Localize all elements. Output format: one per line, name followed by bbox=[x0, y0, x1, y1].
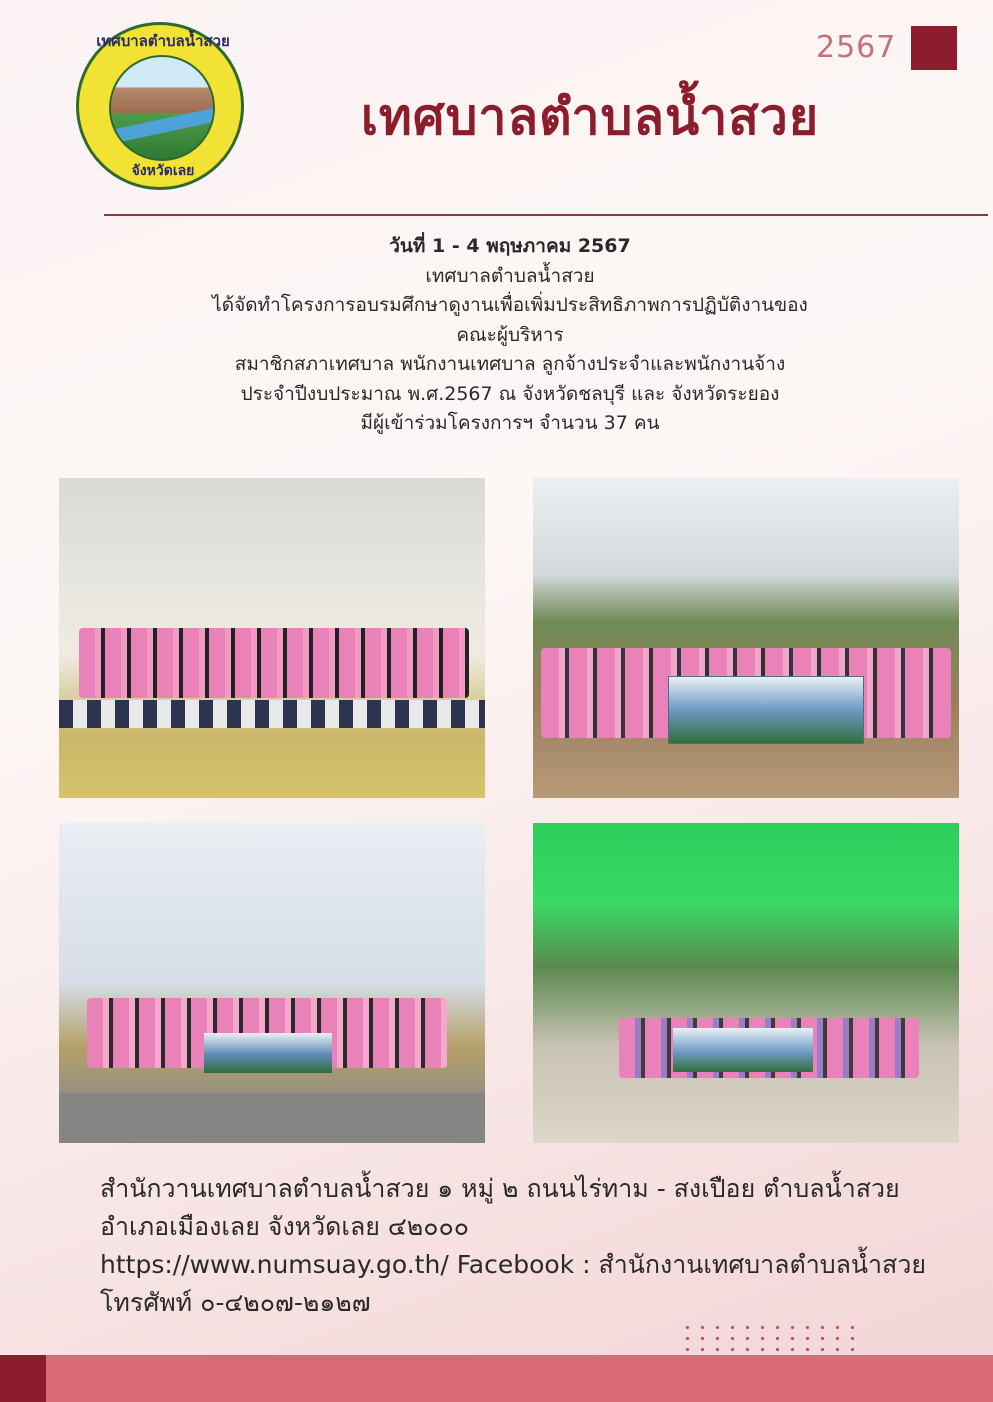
header-divider bbox=[104, 214, 988, 216]
contact-footer bbox=[100, 1170, 960, 1322]
intro-line: ประจำปีงบประมาณ พ.ศ.2567 ณ จังหวัดชลบุรี และ จังหวัดระยอง bbox=[240, 382, 780, 405]
intro-line: เทศบาลตำบลน้ำสวย bbox=[425, 264, 595, 287]
page-title: เทศบาลตำบลน้ำสวย bbox=[360, 87, 820, 146]
bottom-accent-bar bbox=[46, 1355, 993, 1402]
intro-line: คณะผู้บริหาร bbox=[456, 323, 564, 346]
footer-address-line: อำเภอเมืองเลย จังหวัดเลย ๔๒๐๐๐ bbox=[100, 1212, 470, 1241]
event-date: วันที่ 1 - 4 พฤษภาคม 2567 bbox=[389, 235, 631, 257]
year-accent-block bbox=[911, 26, 957, 70]
photo-crowd bbox=[79, 628, 469, 698]
municipality-seal-logo bbox=[76, 22, 244, 190]
footer-phone-line: โทรศัพท์ ๐-๔๒๐๗-๒๑๒๗ bbox=[100, 1288, 371, 1317]
intro-line: มีผู้เข้าร่วมโครงการฯ จำนวน 37 คน bbox=[360, 412, 660, 434]
seal-top-text: เทศบาลตำบลน้ำสวย bbox=[96, 32, 230, 50]
footer-web-line: https://www.numsuay.go.th/ Facebook : สำนักงานเทศบาลตำบลน้ำสวย bbox=[100, 1250, 927, 1279]
photo-indoor-group bbox=[59, 478, 485, 798]
photo-banner bbox=[673, 1028, 813, 1072]
seal-landscape-image bbox=[109, 55, 215, 161]
photo-greenhouse-group bbox=[533, 823, 959, 1143]
photo-banner bbox=[668, 676, 864, 744]
photo-banner bbox=[204, 1033, 332, 1073]
photo-floor bbox=[59, 700, 485, 728]
photo-pavilion-group bbox=[533, 478, 959, 798]
bottom-accent-block bbox=[0, 1355, 46, 1402]
year-label: 2567 bbox=[816, 30, 897, 65]
photo-road bbox=[59, 1093, 485, 1143]
seal-bottom-text: จังหวัดเลย bbox=[131, 163, 195, 179]
intro-text-block bbox=[100, 232, 920, 439]
seal-river bbox=[111, 108, 213, 144]
photo-roadside-group bbox=[59, 823, 485, 1143]
footer-address-line: สำนักวานเทศบาลตำบลน้ำสวย ๑ หมู่ ๒ ถนนไร่ทาม - สงเปือย ตำบลน้ำสวย bbox=[100, 1174, 900, 1203]
intro-line: สมาชิกสภาเทศบาล พนักงานเทศบาล ลูกจ้างประจำและพนักงานจ้าง bbox=[234, 353, 786, 375]
decorative-dot-grid bbox=[680, 1322, 860, 1354]
intro-line: ได้จัดทำโครงการอบรมศึกษาดูงานเพื่อเพิ่มประสิทธิภาพการปฏิบัติงานของ bbox=[212, 294, 808, 316]
